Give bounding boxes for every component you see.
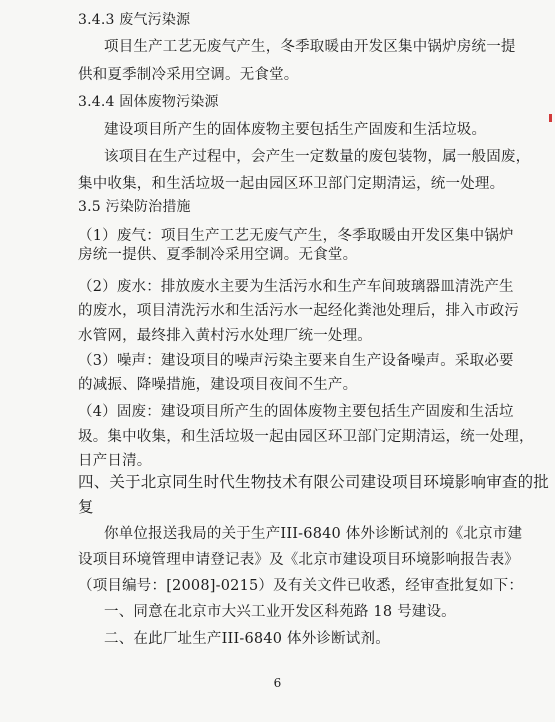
list-item-line: （4）固废：建设项目所产生的固体废物主要包括生产固废和生活垃 (78, 404, 514, 420)
section-heading-3-4-3: 3.4.3 废气污染源 (78, 12, 191, 28)
list-item-line: （1）废气：项目生产工艺无废气产生，冬季取暖由开发区集中锅炉 (78, 228, 514, 244)
paragraph-line: 供和夏季制冷采用空调。无食堂。 (78, 67, 299, 83)
page-number: 6 (273, 676, 282, 690)
paragraph-line: 二、在此厂址生产III-6840 体外诊断试剂。 (104, 631, 390, 647)
section-heading-3-5: 3.5 污染防治措施 (78, 199, 191, 215)
paragraph-line: 集中收集，和生活垃圾一起由园区环卫部门定期清运，统一处理。 (78, 176, 505, 192)
paragraph-line: 该项目在生产过程中，会产生一定数量的废包装物，属一般固废， (104, 149, 531, 165)
section-heading-4: 复 (78, 498, 94, 516)
paragraph-line: 设项目环境管理申请登记表》及《北京市建设项目环境影响报告表》 (78, 552, 519, 568)
paragraph-line: 一、同意在北京市大兴工业开发区科苑路 18 号建设。 (104, 604, 456, 620)
list-item-line: 的减振、降噪措施，建设项目夜间不生产。 (78, 377, 358, 393)
list-item-line: 的废水，项目清洗污水和生活污水一起经化粪池处理后，排入市政污 (78, 303, 519, 319)
paragraph-line: （项目编号：[2008]-0215）及有关文件已收悉，经审查批复如下： (78, 578, 524, 594)
paragraph-line: 项目生产工艺无废气产生，冬季取暖由开发区集中锅炉房统一提 (104, 39, 516, 55)
section-heading-4: 四、关于北京同生时代生物技术有限公司建设项目环境影响审查的批 (78, 473, 550, 491)
list-item-line: 圾。集中收集，和生活垃圾一起由园区环卫部门定期清运，统一处理， (78, 429, 534, 445)
list-item-line: （2）废水：排放废水主要为生活污水和生产车间玻璃器皿清洗产生 (78, 279, 514, 295)
list-item-line: 日产日清。 (78, 453, 152, 469)
list-item-line: （3）噪声：建设项目的噪声污染主要来自生产设备噪声。采取必要 (78, 353, 514, 369)
list-item-line: 水管网，最终排入黄村污水处理厂统一处理。 (78, 328, 372, 344)
red-margin-mark (549, 114, 552, 122)
paragraph-line: 你单位报送我局的关于生产III-6840 体外诊断试剂的《北京市建 (104, 526, 523, 542)
list-item-line: 房统一提供、夏季制冷采用空调。无食堂。 (78, 247, 358, 263)
section-heading-3-4-4: 3.4.4 固体废物污染源 (78, 94, 219, 110)
paragraph-line: 建设项目所产生的固体废物主要包括生产固废和生活垃圾。 (104, 122, 487, 138)
